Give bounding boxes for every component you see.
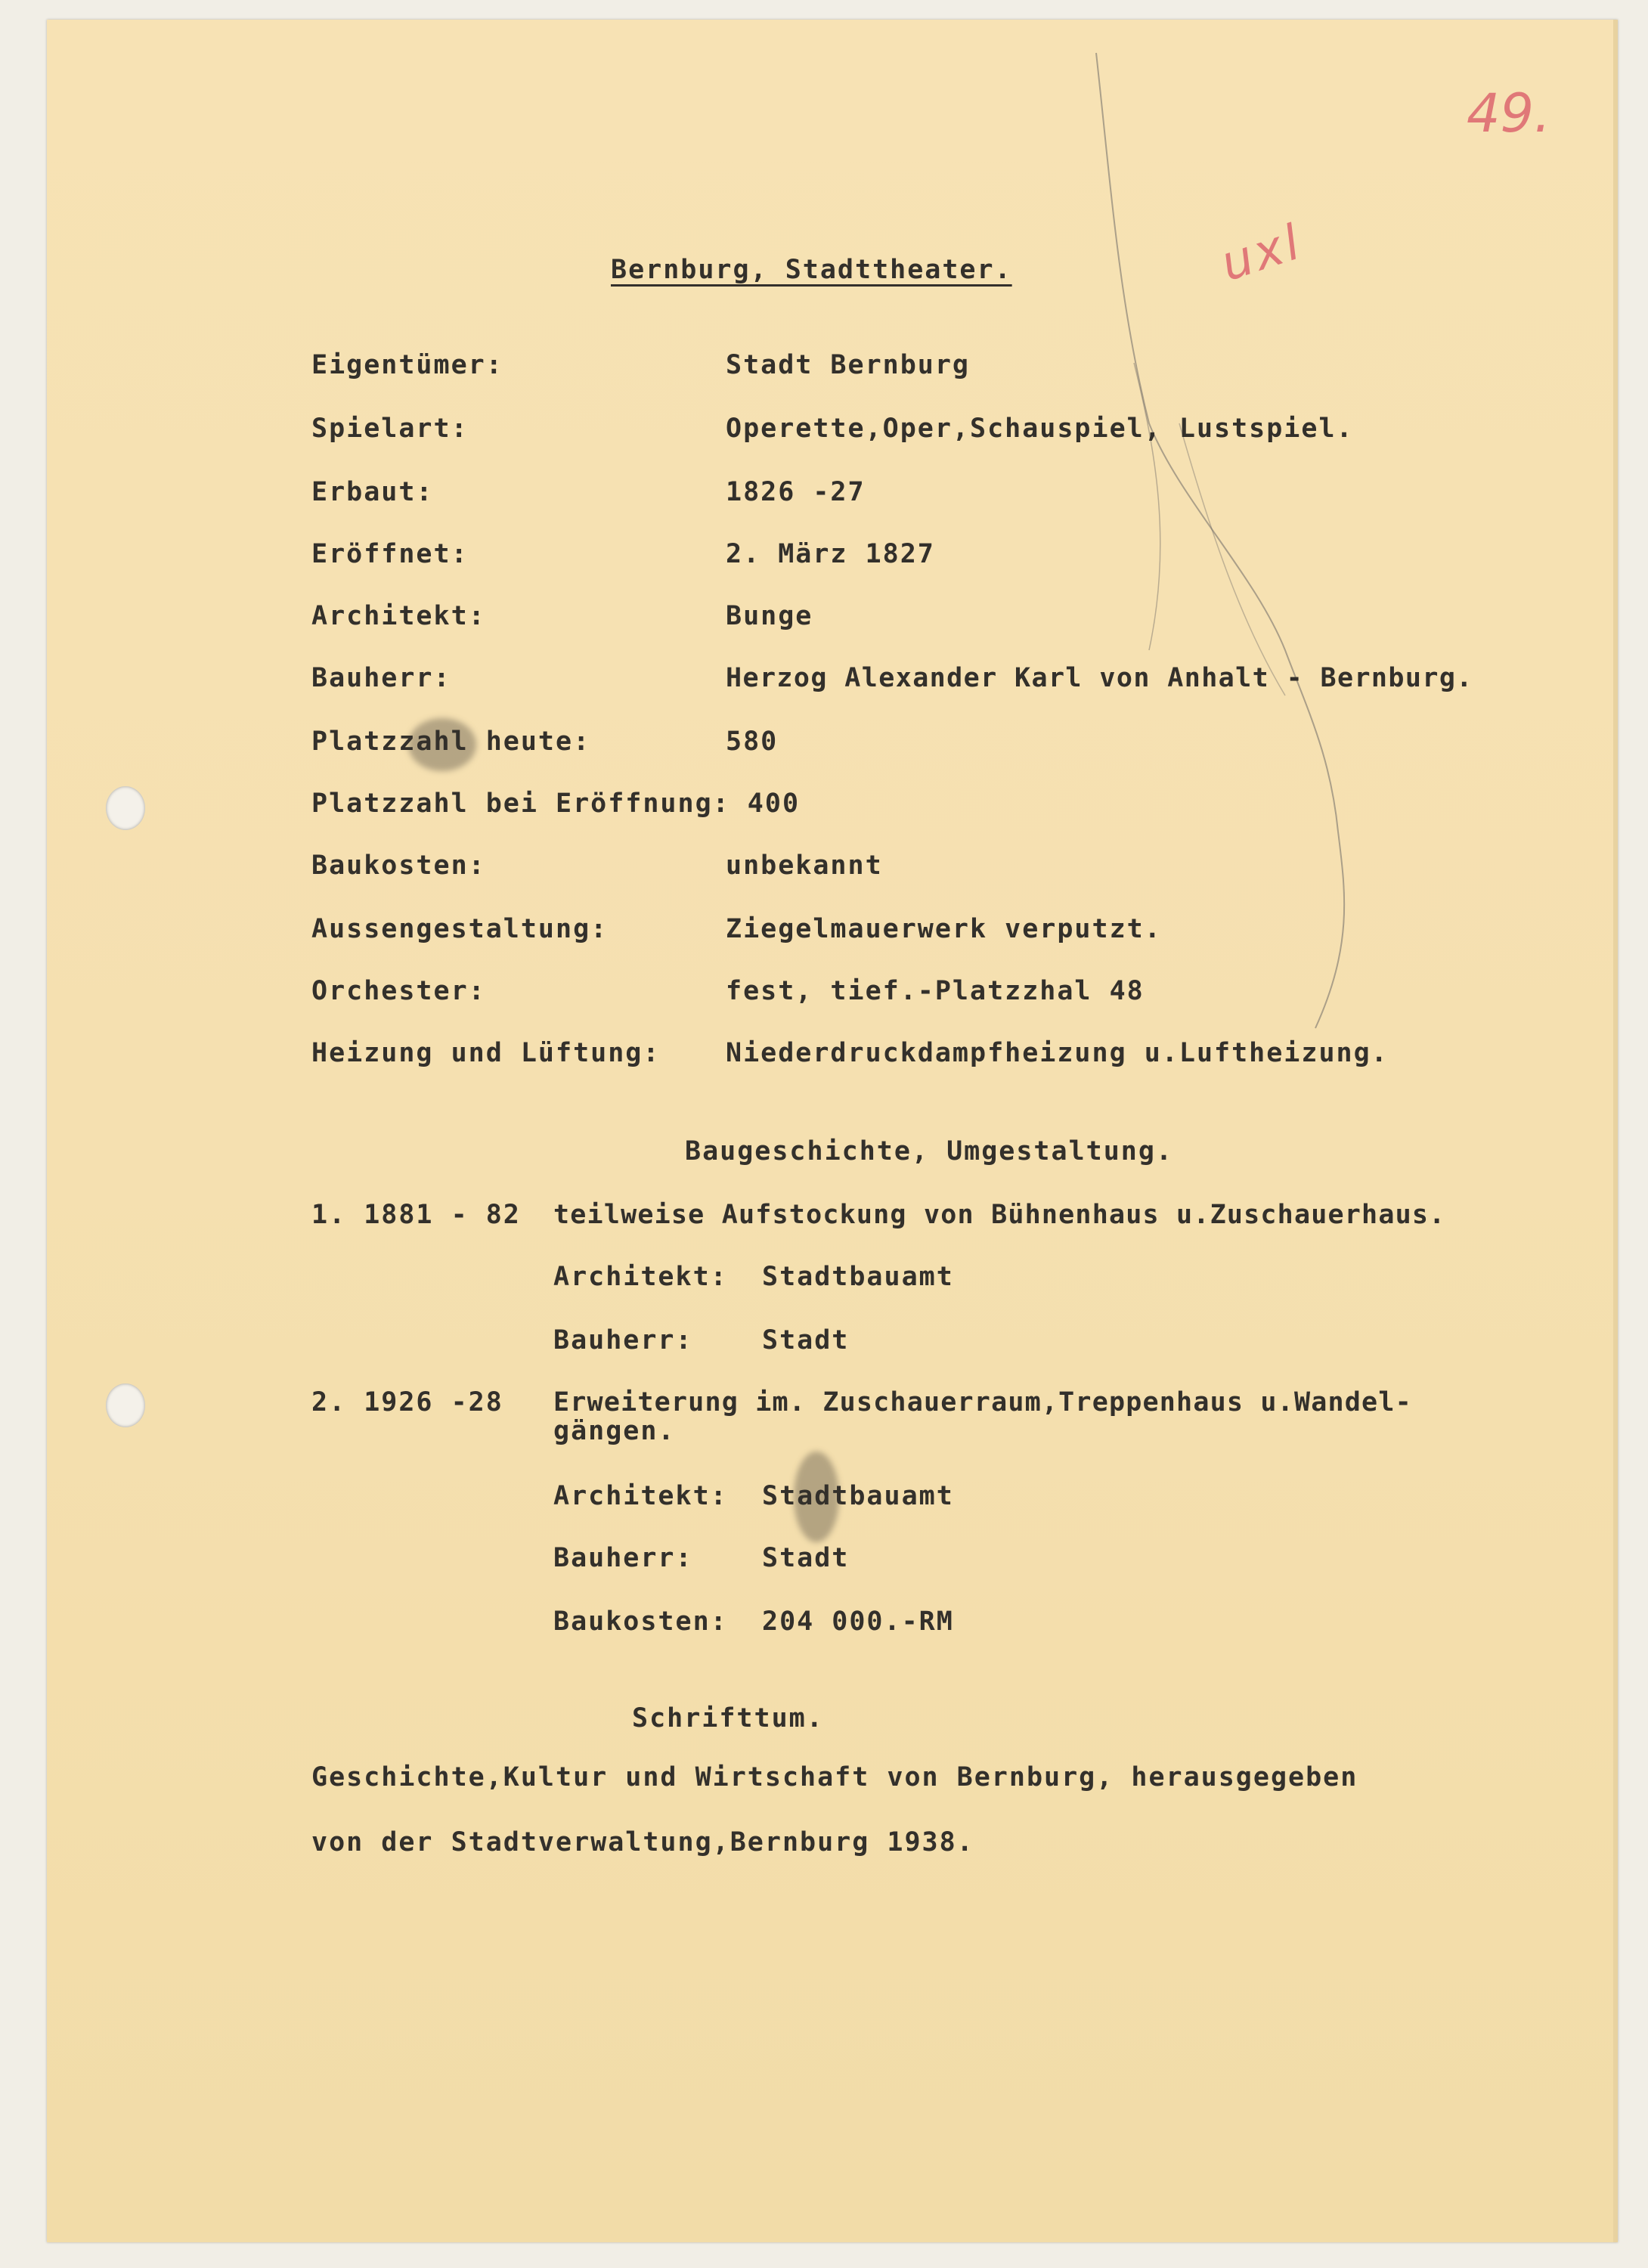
fact-label: Aussengestaltung: [311,914,609,944]
fact-label: Platzzahl heute: [311,727,591,757]
literature-line: von der Stadtverwaltung,Bernburg 1938. [311,1827,974,1857]
literature-heading: Schrifttum. [632,1703,824,1734]
fact-label: Eigentümer: [311,350,503,380]
architect-label: Architekt: [553,1262,728,1292]
page-number-mark: 49. [1467,82,1551,144]
architect-value: Stadtbauamt [762,1262,954,1292]
literature-line: Geschichte,Kultur und Wirtschaft von Bernburg, herausgegeben [311,1762,1358,1792]
fact-value: 2. März 1827 [726,539,935,569]
fact-value: Herzog Alexander Karl von Anhalt - Bernburg. [726,663,1473,693]
fact-label: Eröffnet: [311,539,469,569]
fact-value: Stadt Bernburg [726,350,971,380]
history-entry-number: 2. 1926 -28 [311,1387,503,1418]
builder-label: Bauherr: [553,1543,693,1573]
fact-label: Bauherr: [311,663,451,693]
fact-value: Bunge [726,601,813,631]
fact-label: Baukosten: [311,850,486,881]
document-title: Bernburg, Stadttheater. [611,255,1012,285]
handwritten-mark: uxl [1214,214,1310,293]
history-entry-text: teilweise Aufstockung von Bühnenhaus u.Zuschauerhaus. [553,1200,1446,1230]
builder-label: Bauherr: [553,1325,693,1356]
history-heading: Baugeschichte, Umgestaltung. [685,1136,1174,1167]
fact-value: 580 [726,727,779,757]
architect-value: Stadtbauamt [762,1481,954,1511]
fact-label: Platzzahl bei Eröffnung: 400 [311,789,801,819]
fact-value: Operette,Oper,Schauspiel, Lustspiel. [726,414,1354,444]
builder-value: Stadt [762,1543,850,1573]
fact-label: Heizung und Lüftung: [311,1038,661,1068]
fact-value: Niederdruckdampfheizung u.Luftheizung. [726,1038,1389,1068]
fact-label: Spielart: [311,414,469,444]
builder-value: Stadt [762,1325,850,1356]
fact-value: 1826 -27 [726,477,866,507]
history-entry-number: 1. 1881 - 82 [311,1200,521,1230]
cost-value: 204 000.-RM [762,1606,954,1637]
cost-label: Baukosten: [553,1606,728,1637]
fact-value: fest, tief.-Platzzhal 48 [726,976,1145,1006]
fact-value: Ziegelmauerwerk verputzt. [726,914,1162,944]
history-entry-text-continued: gängen. [553,1416,676,1446]
architect-label: Architekt: [553,1481,728,1511]
fact-value: unbekannt [726,850,883,881]
fact-label: Architekt: [311,601,486,631]
fact-label: Orchester: [311,976,486,1006]
history-entry-text: Erweiterung im. Zuschauerraum,Treppenhaus u.Wandel- [553,1387,1412,1418]
fact-label: Erbaut: [311,477,434,507]
